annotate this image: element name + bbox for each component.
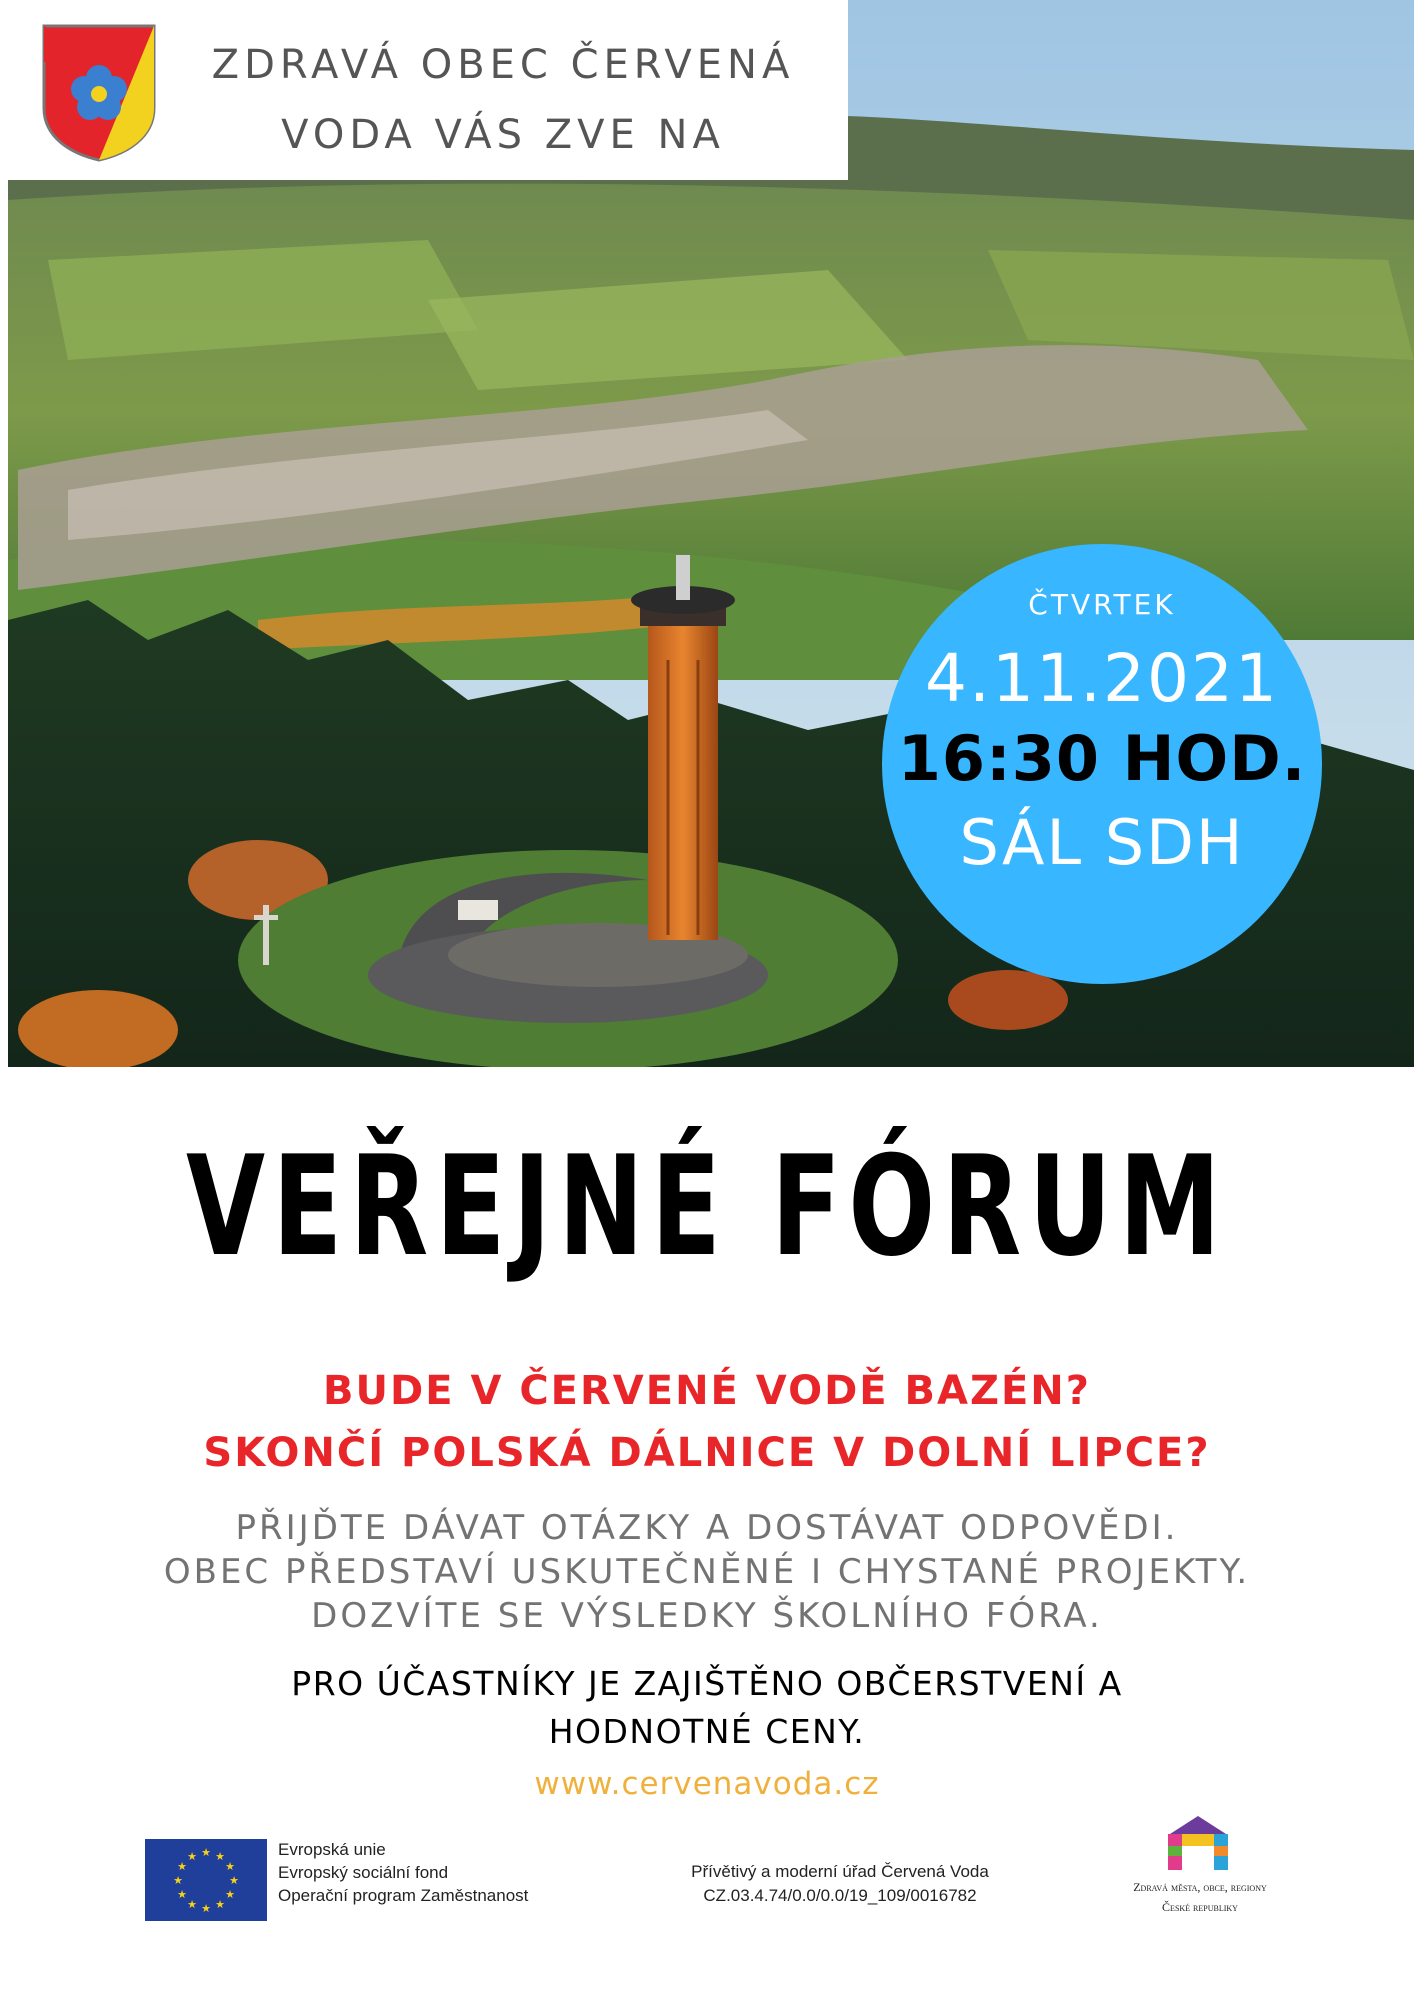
municipal-crest-icon — [40, 22, 158, 162]
info-line: OBEC PŘEDSTAVÍ USKUTEČNĚNÉ I CHYSTANÉ PROJEKTY. — [163, 1552, 1251, 1592]
project-code: CZ.03.4.74/0.0/0.0/19_109/0016782 — [703, 1886, 977, 1905]
project-name: Přívětivý a moderní úřad Červená Voda — [691, 1862, 989, 1881]
svg-text:★: ★ — [201, 1902, 211, 1915]
eu-funding-text — [278, 1838, 528, 1907]
svg-text:★: ★ — [225, 1888, 235, 1901]
event-day: ČTVRTEK — [1028, 588, 1176, 621]
zdm-line: Zdravá města, obce, regiony — [1133, 1880, 1267, 1894]
header-line-1: ZDRAVÁ OBEC ČERVENÁ — [211, 42, 795, 88]
eu-line: Operační program Zaměstnanost — [278, 1886, 529, 1905]
svg-text:★: ★ — [215, 1850, 225, 1863]
benefits-line: PRO ÚČASTNÍKY JE ZAJIŠTĚNO OBČERSTVENÍ A — [291, 1664, 1123, 1703]
website-link[interactable]: www.cervenavoda.cz — [534, 1766, 880, 1802]
svg-text:★: ★ — [187, 1850, 197, 1863]
svg-text:★: ★ — [187, 1898, 197, 1911]
svg-text:★: ★ — [201, 1846, 211, 1859]
svg-text:★: ★ — [177, 1888, 187, 1901]
header-line-2: VODA VÁS ZVE NA — [281, 112, 725, 158]
zdm-line: České republiky — [1162, 1900, 1238, 1914]
svg-text:★: ★ — [173, 1874, 183, 1887]
eu-line: Evropský sociální fond — [278, 1863, 449, 1882]
info-line: PŘIJĎTE DÁVAT OTÁZKY A DOSTÁVAT ODPOVĚDI. — [235, 1508, 1179, 1548]
event-date-badge — [882, 544, 1322, 984]
header-panel — [0, 0, 848, 180]
event-place: SÁL SDH — [959, 806, 1245, 879]
question-highway: SKONČÍ POLSKÁ DÁLNICE V DOLNÍ LIPCE? — [203, 1430, 1211, 1476]
svg-text:★: ★ — [215, 1898, 225, 1911]
invitation-header — [178, 30, 828, 170]
info-line: DOZVÍTE SE VÝSLEDKY ŠKOLNÍHO FÓRA. — [311, 1596, 1103, 1636]
eu-flag-icon — [145, 1839, 267, 1921]
eu-line: Evropská unie — [278, 1840, 386, 1859]
event-time: 16:30 HOD. — [897, 722, 1307, 795]
project-info — [640, 1860, 1040, 1908]
page-title: VEŘEJNÉ FÓRUM — [186, 1126, 1228, 1287]
question-pool: BUDE V ČERVENÉ VODĚ BAZÉN? — [323, 1368, 1091, 1414]
event-date: 4.11.2021 — [925, 640, 1279, 717]
benefits-line: HODNOTNÉ CENY. — [548, 1712, 866, 1751]
svg-text:★: ★ — [229, 1874, 239, 1887]
healthy-cities-logo-icon — [1158, 1812, 1238, 1872]
svg-text:★: ★ — [225, 1860, 235, 1873]
healthy-cities-text — [1090, 1877, 1310, 1917]
svg-text:★: ★ — [177, 1860, 187, 1873]
